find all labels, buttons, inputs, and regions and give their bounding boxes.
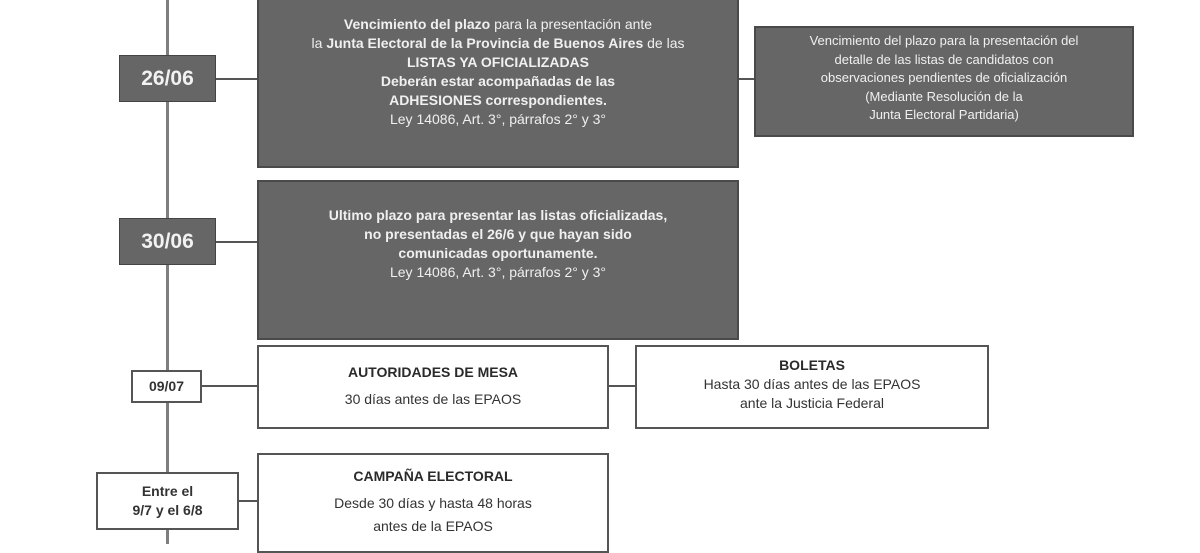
date-badge-09-07 bbox=[131, 370, 202, 403]
box-text: 30 días antes de las EPAOS bbox=[344, 391, 522, 407]
bold-line: Ultimo plazo para presentar las listas oficializadas, bbox=[328, 207, 668, 223]
date-badge-campana bbox=[96, 472, 239, 530]
bold-line: no presentadas el 26/6 y que hayan sido bbox=[364, 226, 632, 242]
law-reference: Ley 14086, Art. 3°, párrafos 2° y 3° bbox=[389, 111, 607, 127]
event-box-observaciones bbox=[754, 26, 1134, 137]
date-label: 09/07 bbox=[148, 378, 185, 394]
box-text: ante la Justicia Federal bbox=[740, 395, 884, 411]
side-line: (Mediante Resolución de la bbox=[865, 88, 1023, 104]
line1 bbox=[344, 15, 652, 34]
text: de las bbox=[643, 35, 685, 51]
bold-line: comunicadas oportunamente. bbox=[398, 245, 598, 261]
box-title: BOLETAS bbox=[779, 357, 845, 373]
line4: Deberán estar acompañadas de las bbox=[380, 73, 616, 89]
box-text: Hasta 30 días antes de las EPAOS bbox=[703, 376, 921, 392]
connector bbox=[739, 78, 755, 80]
connector bbox=[216, 241, 258, 243]
text-bold: Vencimiento del plazo bbox=[343, 16, 491, 32]
date-label: 26/06 bbox=[141, 66, 194, 90]
line2 bbox=[312, 34, 685, 53]
date-line: Entre el bbox=[141, 483, 194, 499]
line3: LISTAS YA OFICIALIZADAS bbox=[406, 54, 589, 70]
text: la bbox=[311, 35, 327, 51]
connector bbox=[239, 500, 258, 502]
box-text: Desde 30 días y hasta 48 horas bbox=[334, 495, 532, 511]
connector bbox=[609, 385, 636, 387]
line5: ADHESIONES correspondientes. bbox=[389, 92, 607, 108]
box-title: AUTORIDADES DE MESA bbox=[347, 364, 519, 380]
side-line: detalle de las listas de candidatos con bbox=[834, 51, 1054, 67]
side-line: Vencimiento del plazo para la presentación del bbox=[809, 33, 1079, 48]
law-reference: Ley 14086, Art. 3°, párrafos 2° y 3° bbox=[389, 264, 607, 280]
text: para la presentación ante bbox=[490, 16, 653, 32]
connector bbox=[216, 78, 258, 80]
side-line: Junta Electoral Partidaria) bbox=[869, 107, 1019, 122]
box-title: CAMPAÑA ELECTORAL bbox=[353, 468, 513, 484]
text-bold: Junta Electoral de la Provincia de Buenos Aires bbox=[326, 35, 644, 51]
connector bbox=[202, 385, 258, 387]
date-line: 9/7 y el 6/8 bbox=[132, 502, 203, 518]
event-box-boletas bbox=[635, 345, 989, 429]
side-line: observaciones pendientes de oficialización bbox=[820, 70, 1068, 85]
date-badge-26-06 bbox=[119, 55, 216, 102]
event-box-ultimo-plazo bbox=[257, 180, 739, 340]
date-label: 30/06 bbox=[141, 229, 194, 253]
event-box-campana-electoral bbox=[257, 453, 609, 553]
event-box-listas-oficializadas bbox=[257, 0, 739, 168]
date-badge-30-06 bbox=[119, 218, 216, 265]
box-text: antes de la EPAOS bbox=[373, 518, 493, 534]
event-box-autoridades-de-mesa bbox=[257, 345, 609, 429]
